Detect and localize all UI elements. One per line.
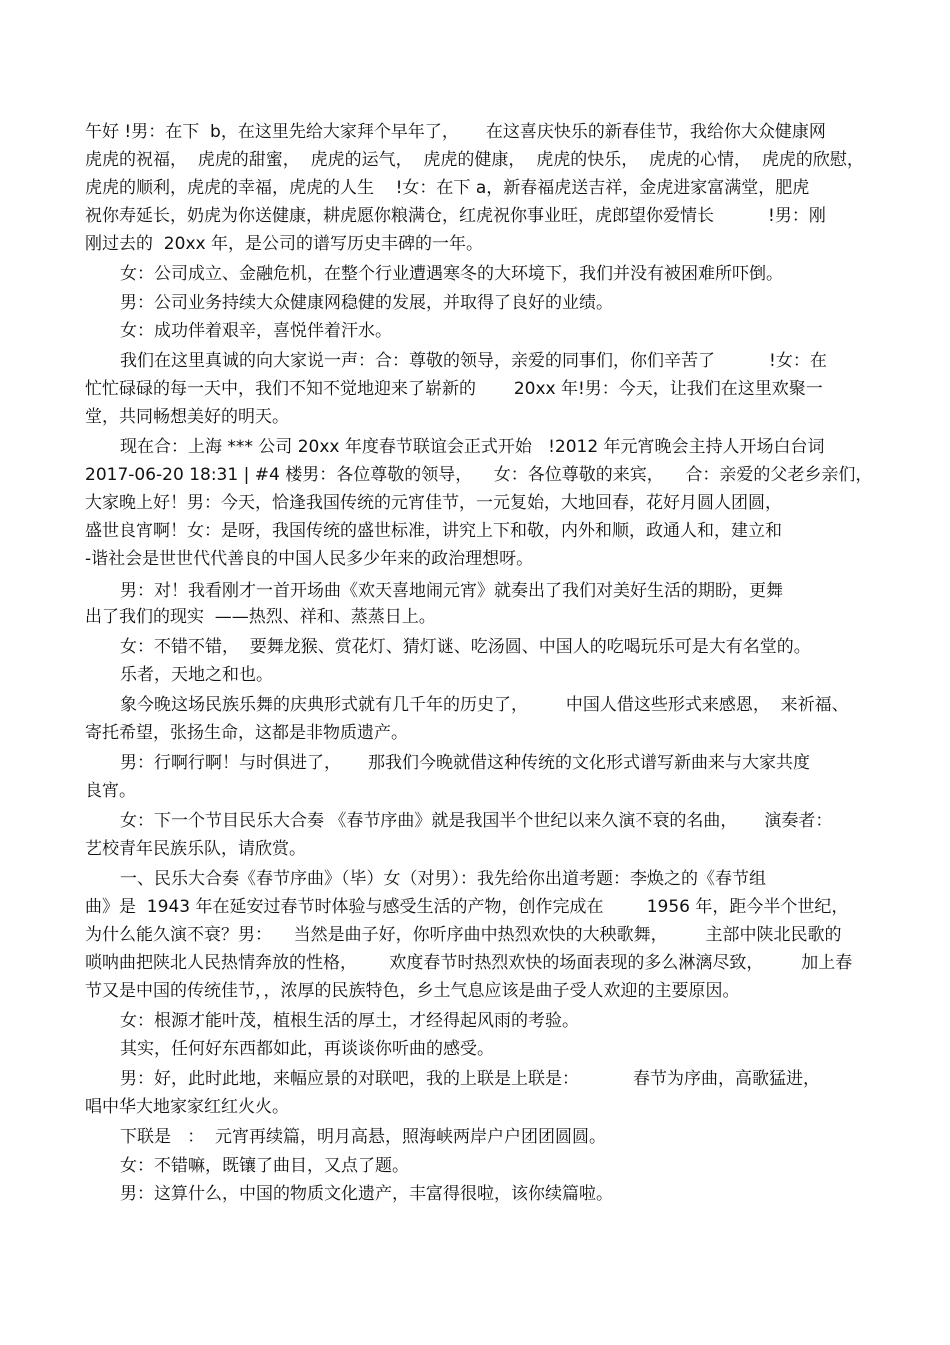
text-line: 忙忙碌碌的每一天中，我们不知不觉地迎来了崭新的 20xx 年!男：今天，让我们在这里欢聚一 bbox=[85, 379, 823, 399]
text-line: 一、民乐大合奏《春节序曲》（毕）女（对男）：我先给你出道考题：李焕之的《春节组 bbox=[120, 869, 766, 889]
text-line: 其实，任何好东西都如此，再谈谈你听曲的感受。 bbox=[120, 1039, 494, 1059]
text-line: 女：不错嘛，既镶了曲目，又点了题。 bbox=[120, 1156, 409, 1176]
text-line: 唱中华大地家家红红火火。 bbox=[85, 1097, 289, 1117]
text-line: 女：根源才能叶茂，植根生活的厚土，才经得起风雨的考验。 bbox=[120, 1011, 579, 1031]
text-line: 女：不错不错， 要舞龙猴、赏花灯、猜灯谜、吃汤圆、中国人的吃喝玩乐可是大有名堂的。 bbox=[120, 637, 811, 657]
text-line: 盛世良宵啊！女：是呀，我国传统的盛世标准，讲究上下和敬，内外和顺，政通人和，建立和 bbox=[85, 521, 782, 541]
text-line: 节又是中国的传统佳节，，浓厚的民族特色，乡土气息应该是曲子受人欢迎的主要原因。 bbox=[85, 981, 740, 1001]
text-line: 大家晚上好！男：今天，恰逢我国传统的元宵佳节，一元复始，大地回春，花好月圆人团圆， bbox=[85, 493, 782, 513]
text-line: 男：这算什么，中国的物质文化遗产，丰富得很啦，该你续篇啦。 bbox=[120, 1184, 613, 1204]
text-line: 女：成功伴着艰辛，喜悦伴着汗水。 bbox=[120, 321, 392, 341]
text-line: 男：对！我看刚才一首开场曲《欢天喜地闹元宵》就奏出了我们对美好生活的期盼，更舞 bbox=[120, 581, 783, 601]
text-line: 象今晚这场民族乐舞的庆典形式就有几千年的历史了， 中国人借这些形式来感恩， 来祈福、 bbox=[120, 695, 849, 715]
text-line: 虎虎的顺利，虎虎的幸福，虎虎的人生 !女：在下 a，新春福虎送吉祥，金虎进家富满堂，肥虎 bbox=[85, 178, 810, 198]
text-line: 午好 !男：在下 b，在这里先给大家拜个早年了， 在这喜庆快乐的新春佳节，我给你大众健康网 bbox=[85, 122, 826, 142]
text-line: 乐者，天地之和也。 bbox=[120, 665, 273, 685]
text-line: 寄托希望，张扬生命，这都是非物质遗产。 bbox=[85, 723, 408, 743]
text-line: 曲》是 1943 年在延安过春节时体验与感受生活的产物，创作完成在 1956 年，距今半个世纪， bbox=[85, 897, 849, 917]
text-line: 艺校青年民族乐队，请欣赏。 bbox=[85, 839, 306, 859]
text-line: 良宵。 bbox=[85, 781, 136, 801]
text-line: 男：好，此时此地，来幅应景的对联吧，我的上联是上联是： 春节为序曲，高歌猛进， bbox=[120, 1069, 821, 1089]
text-line: 堂，共同畅想美好的明天。 bbox=[85, 407, 289, 427]
text-line: 女：公司成立、金融危机，在整个行业遭遇寒冬的大环境下，我们并没有被困难所吓倒。 bbox=[120, 264, 783, 284]
text-line: 男：公司业务持续大众健康网稳健的发展，并取得了良好的业绩。 bbox=[120, 293, 613, 313]
text-line: 祝你寿延长，奶虎为你送健康，耕虎愿你粮满仓，红虎祝你事业旺，虎郎望你爱情长 !男：刚 bbox=[85, 206, 826, 226]
text-line: 刚过去的 20xx 年，是公司的谱写历史丰碑的一年。 bbox=[85, 234, 483, 254]
text-line: 现在合：上海 *** 公司 20xx 年度春节联谊会正式开始 !2012 年元宵晚会主持人开场白台词 bbox=[120, 437, 825, 457]
text-line: 出了我们的现实 ——热烈、祥和、蒸蒸日上。 bbox=[85, 607, 436, 627]
text-line: 唢呐曲把陕北人民热情奔放的性格， 欢度春节时热烈欢快的场面表现的多么淋漓尽致， 加上春 bbox=[85, 953, 853, 973]
text-line: -谐社会是世世代代善良的中国人民多少年来的政治理想呀。 bbox=[85, 549, 534, 569]
text-line: 下联是 ： 元宵再续篇，明月高悬，照海峡两岸户户团团圆圆。 bbox=[120, 1127, 607, 1147]
text-line: 男：行啊行啊！与时俱进了， 那我们今晚就借这种传统的文化形式谱写新曲来与大家共度 bbox=[120, 753, 811, 773]
text-line: 虎虎的祝福， 虎虎的甜蜜， 虎虎的运气， 虎虎的健康， 虎虎的快乐， 虎虎的心情， 虎虎的欣慰， bbox=[85, 150, 864, 170]
text-line: 我们在这里真诚的向大家说一声：合：尊敬的领导，亲爱的同事们，你们辛苦了 !女：在 bbox=[120, 351, 827, 371]
text-line: 为什么能久演不衰？男： 当然是曲子好，你听序曲中热烈欢快的大秧歌舞， 主部中陕北民歌的 bbox=[85, 925, 842, 945]
text-line: 女：下一个节目民乐大合奏 《春节序曲》就是我国半个世纪以来久演不衰的名曲， 演奏者： bbox=[120, 811, 833, 831]
text-line: 2017-06-20 18:31 | #4 楼男：各位尊敬的领导， 女：各位尊敬的来宾， 合：亲爱的父老乡亲们， bbox=[85, 465, 873, 485]
